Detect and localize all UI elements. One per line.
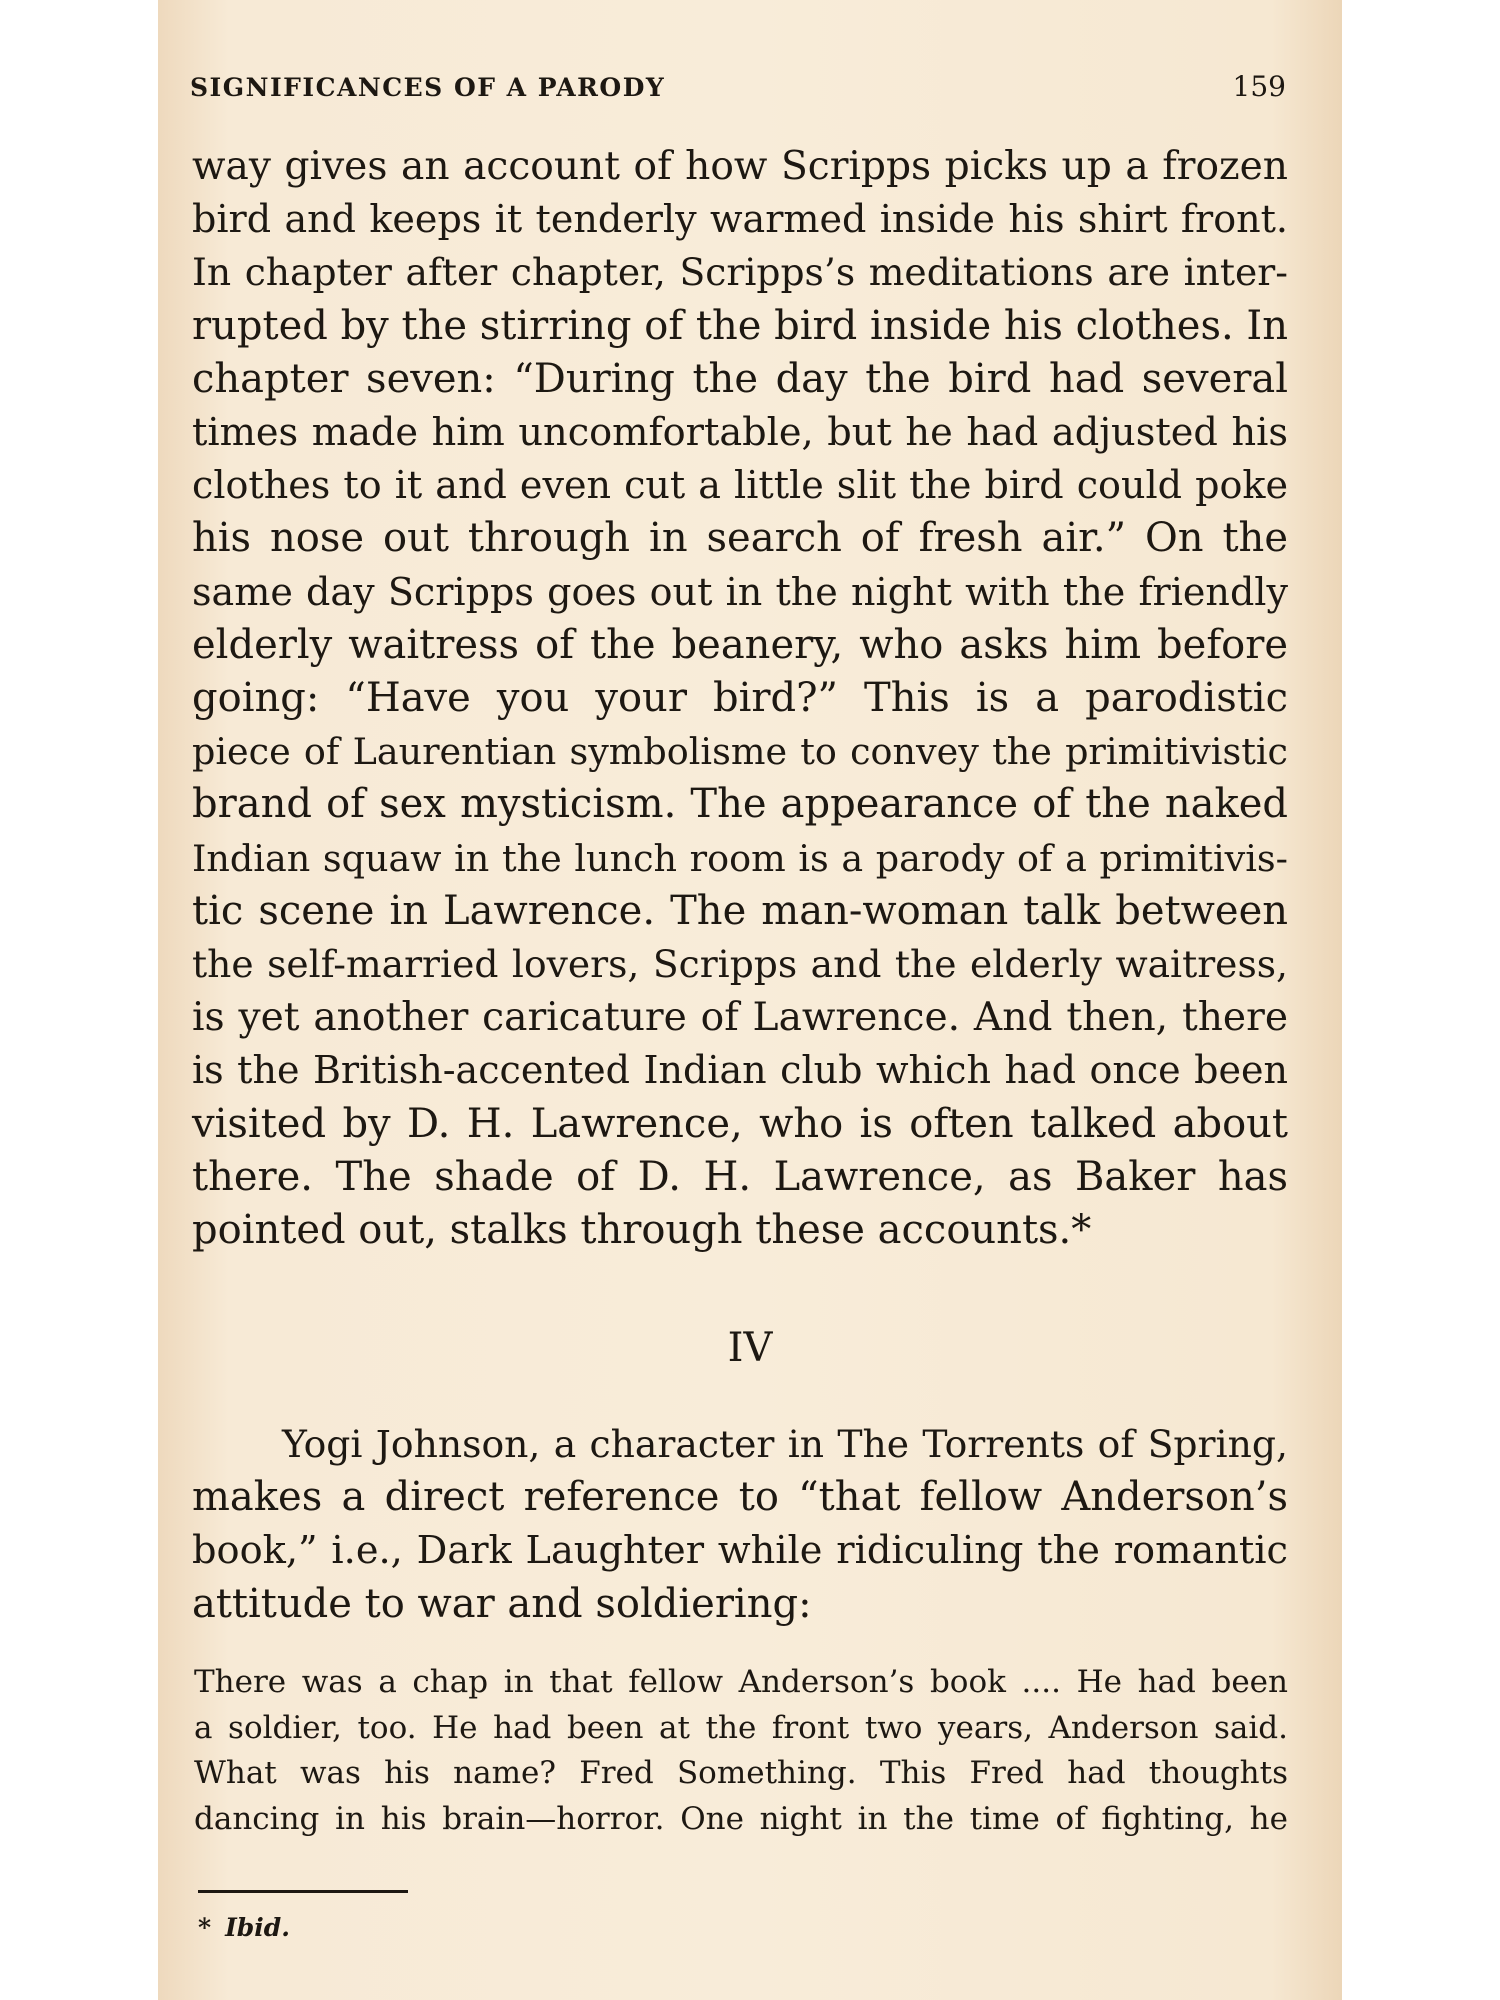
text-line: Yogi Johnson, a character in The Torrents of Spring,: [282, 1422, 1288, 1466]
text-line: In chapter after chapter, Scripps’s meditations are inter-: [192, 250, 1288, 295]
footnote-mark: *: [198, 1913, 212, 1942]
text-line: rupted by the stirring of the bird inside his clothes. In: [192, 302, 1288, 349]
section-heading: IV: [727, 1325, 773, 1371]
footnote-divider: [198, 1890, 408, 1893]
text-line: clothes to it and even cut a little slit the bird could poke: [192, 463, 1288, 508]
text-line: Indian squaw in the lunch room is a parody of a primitivis-: [192, 836, 1288, 880]
text-line: pointed out, stalks through these accounts.*: [192, 1207, 1092, 1254]
text-line: visited by D. H. Lawrence, who is often talked about: [192, 1100, 1288, 1147]
paragraph-2: [192, 1418, 1288, 1631]
text-line: his nose out through in search of fresh air.” On the: [192, 515, 1288, 562]
text-line: times made him uncomfortable, but he had adjusted his: [192, 410, 1288, 456]
paragraph-1: [192, 140, 1288, 1257]
footnote: [198, 1913, 290, 1942]
text-line: attitude to war and soldiering:: [192, 1580, 812, 1627]
running-head: [190, 70, 1286, 103]
quote-line: What was his name? Fred Something. This Fred had thoughts: [194, 1755, 1288, 1791]
running-title: SIGNIFICANCES OF A PARODY: [190, 73, 666, 102]
quote-line: dancing in his brain—horror. One night in the time of fighting, he: [194, 1800, 1288, 1837]
page-number: 159: [1232, 70, 1286, 103]
text-line: way gives an account of how Scripps picks up a frozen: [192, 144, 1288, 189]
text-line: is yet another caricature of Lawrence. And then, there: [192, 995, 1288, 1041]
text-line: piece of Laurentian symbolisme to convey the primitivistic: [192, 730, 1288, 774]
block-quote: [194, 1660, 1288, 1842]
quote-line: a soldier, too. He had been at the front two years, Anderson said.: [194, 1709, 1288, 1746]
text-line: same day Scripps goes out in the night with the friendly: [192, 569, 1288, 614]
footnote-text: Ibid.: [225, 1913, 290, 1942]
book-page: [158, 0, 1342, 2000]
text-line: chapter seven: “During the day the bird had several: [192, 355, 1288, 402]
text-line: makes a direct reference to “that fellow Anderson’s: [192, 1474, 1288, 1521]
text-line: going: “Have you your bird?” This is a parodistic: [192, 675, 1288, 722]
text-line: tic scene in Lawrence. The man-woman talk between: [192, 887, 1288, 934]
text-line: brand of sex mysticism. The appearance of the naked: [192, 781, 1288, 828]
text-line: book,” i.e., Dark Laughter while ridiculing the romantic: [192, 1528, 1288, 1574]
text-line: elderly waitress of the beanery, who asks him before: [192, 621, 1288, 668]
quote-line: There was a chap in that fellow Anderson’s book .... He had been: [194, 1664, 1288, 1700]
text-line: is the British-accented Indian club which had once been: [192, 1048, 1288, 1093]
text-line: bird and keeps it tenderly warmed inside his shirt front.: [192, 197, 1288, 242]
text-line: the self-married lovers, Scripps and the elderly waitress,: [192, 942, 1288, 987]
text-line: there. The shade of D. H. Lawrence, as Baker has: [192, 1153, 1288, 1200]
